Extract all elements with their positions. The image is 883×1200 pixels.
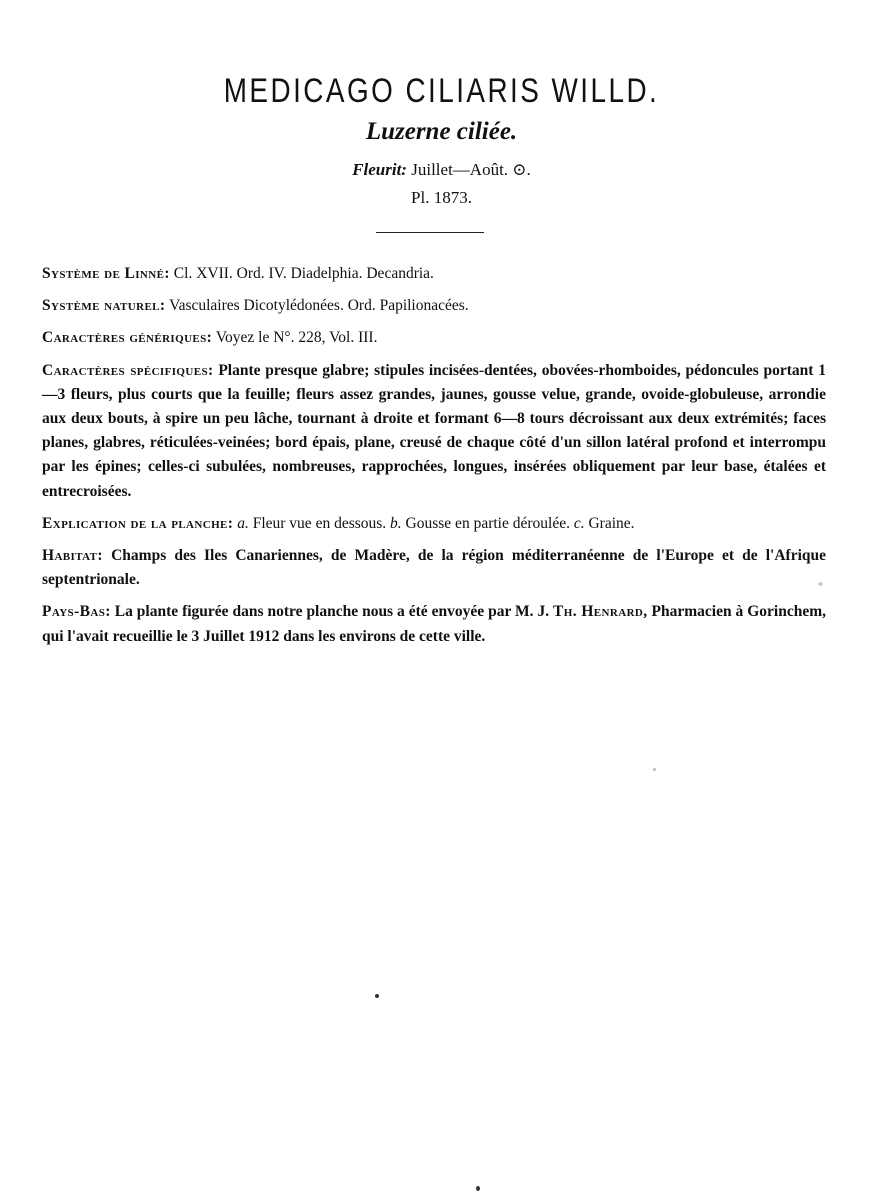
section-label: Pays-Bas: xyxy=(42,603,111,621)
section-label: Système de Linné: xyxy=(42,265,170,282)
section-text: Plante presque glabre; stipules incisées-dentées, obovées-rhomboides, pédoncules portant 1—3 fleurs, plus courts que la feuille; fleurs assez grandes, jaunes, gousse velue, grande, ovoide-globuleuse, arrondie aux deux bouts, à spire un peu lâche, tournant à droite et formant 6—8 tours décroissant aux deux extrémités; faces planes, glabres, réticulées-veinées; bord épais, plane, creusé de chaque côté d'un sillon latéral profond et interrompu par les épines; celles-ci subulées, nombreuses, rapprochées, longues, insérées obliquement par leur base, étalées et entrecroisées. xyxy=(42,361,826,500)
plate-number: Pl. 1873. xyxy=(411,188,472,207)
legend-key-a: a. xyxy=(237,514,249,532)
section-label: Habitat: xyxy=(42,547,103,565)
section-label: Explication de la planche: xyxy=(42,514,234,532)
section-caracteres-generiques xyxy=(42,326,826,350)
scan-speck xyxy=(818,582,823,586)
section-habitat xyxy=(42,544,826,592)
scan-speck xyxy=(476,1186,480,1191)
section-caracteres-specifiques xyxy=(42,359,826,504)
scan-speck xyxy=(375,994,379,998)
section-linne xyxy=(42,262,826,286)
description-body xyxy=(42,262,826,657)
section-label: Caractères spécifiques: xyxy=(42,361,214,379)
legend-key-b: b. xyxy=(390,514,402,532)
section-text: Vasculaires Dicotylédonées. Ord. Papilionacées. xyxy=(169,297,469,315)
page-title: MEDICAGO CILIARIS WILLD. xyxy=(223,72,660,110)
section-label: Caractères génériques: xyxy=(42,329,213,347)
flowering-value: Juillet—Août. ⊙. xyxy=(411,160,531,179)
section-pays-bas xyxy=(42,600,826,648)
legend-key-c: c. xyxy=(573,514,585,532)
legend-text-a: Fleur vue en dessous. xyxy=(252,514,387,532)
section-systeme-naturel xyxy=(42,294,826,318)
title-divider xyxy=(376,232,484,233)
section-text: La plante figurée dans notre planche nous a été envoyée par M. J. xyxy=(114,603,550,621)
section-text: Cl. XVII. Ord. IV. Diadelphia. Decandria. xyxy=(173,265,434,282)
section-label: Système naturel: xyxy=(42,297,166,315)
scan-speck xyxy=(653,768,656,771)
section-text: Pharmacien à Gorinchem, qui l'avait recueillie le 3 Juillet 1912 dans les environs de cette ville. xyxy=(42,603,826,645)
section-explication xyxy=(42,512,826,536)
common-name: Luzerne ciliée. xyxy=(365,118,518,145)
section-text: Voyez le N°. 228, Vol. III. xyxy=(215,329,378,347)
collector-name: Th. Henrard, xyxy=(553,603,648,621)
flowering-line xyxy=(0,160,883,180)
flowering-label: Fleurit: xyxy=(352,160,407,179)
legend-text-c: Graine. xyxy=(588,514,635,532)
legend-text-b: Gousse en partie déroulée. xyxy=(405,514,570,532)
section-text: Champs des Iles Canariennes, de Madère, de la région méditerranéenne de l'Europe et de l'Afrique septentrionale. xyxy=(42,547,826,589)
